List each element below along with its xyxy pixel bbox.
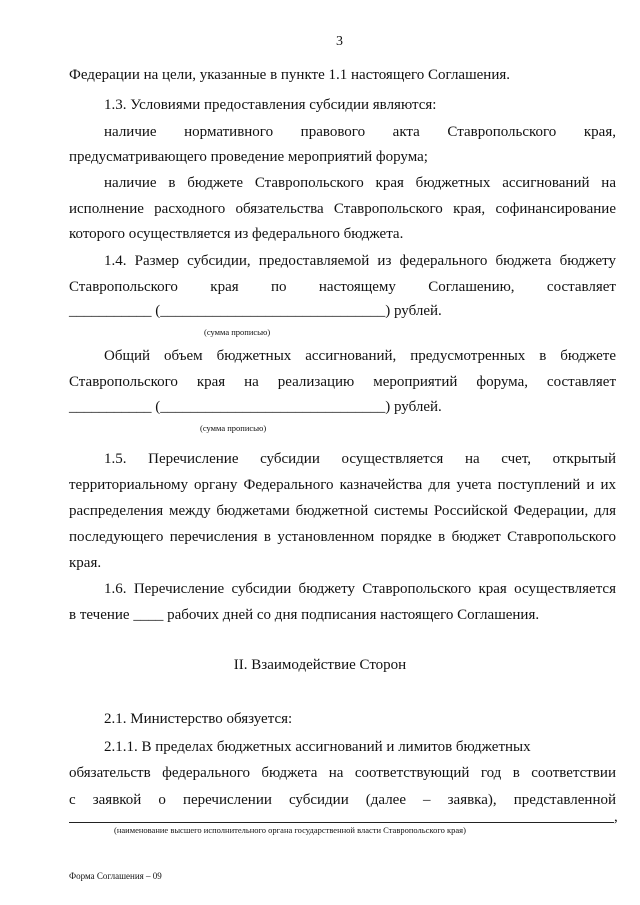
signature-blank-line — [69, 822, 614, 823]
amount-suffix: ) рублей. — [385, 303, 442, 319]
section-heading: II. Взаимодействие Сторон — [233, 657, 407, 673]
text-line: края. — [69, 555, 102, 571]
amount-words-blank: ______________________________ — [160, 303, 386, 319]
clause-1-3: 1.3. Условиями предоставления субсидии являются: — [104, 97, 437, 113]
clause-2-1: 2.1. Министерство обязуется: — [104, 711, 293, 727]
caption-sum-in-words: (сумма прописью) — [204, 327, 271, 337]
amount-blank: ___________ ( — [69, 399, 161, 415]
text-line: последующего перечисления в установленном порядке в бюджет Ставропольского — [69, 529, 616, 545]
page-number: 3 — [336, 34, 343, 49]
text-line: Ставропольского края по настоящему Соглашению, составляет — [69, 279, 616, 295]
amount-line — [69, 302, 442, 320]
text-line: с заявкой о перечислении субсидии (далее – заявка), представленной — [69, 792, 616, 808]
clause-1-6: 1.6. Перечисление субсидии бюджету Ставропольского края осуществляется — [104, 581, 616, 597]
text-line: наличие в бюджете Ставропольского края бюджетных ассигнований на — [104, 175, 616, 191]
clause-1-5: 1.5. Перечисление субсидии осуществляется на счет, открытый — [104, 451, 616, 467]
text-line: которого осуществляется из федерального бюджета. — [69, 226, 404, 242]
form-footer: Форма Соглашения – 09 — [69, 871, 162, 881]
text-line: Федерации на цели, указанные в пункте 1.1 настоящего Соглашения. — [69, 67, 511, 83]
amount-suffix: ) рублей. — [385, 399, 442, 415]
caption-sum-in-words: (сумма прописью) — [200, 423, 267, 433]
text-line: Общий объем бюджетных ассигнований, предусмотренных в бюджете — [104, 348, 616, 364]
comma: , — [614, 809, 618, 825]
text-line: распределения между бюджетами бюджетной системы Российской Федерации, для — [69, 503, 616, 519]
amount-line — [69, 398, 442, 416]
text-line: Ставропольского края на реализацию мероприятий форума, составляет — [69, 374, 616, 390]
clause-2-1-1: 2.1.1. В пределах бюджетных ассигнований и лимитов бюджетных — [104, 739, 531, 755]
text-line: территориальному органу Федерального казначейства для учета поступлений и их — [69, 477, 616, 493]
text-line: в течение ____ рабочих дней со дня подписания настоящего Соглашения. — [69, 607, 540, 623]
text-line: обязательств федерального бюджета на соответствующий год в соответствии — [69, 765, 616, 781]
amount-words-blank: ______________________________ — [160, 399, 386, 415]
caption-authority-name: (наименование высшего исполнительного органа государственной власти Ставропольского края) — [114, 825, 466, 835]
amount-blank: ___________ ( — [69, 303, 161, 319]
text-line: предусматривающего проведение мероприятий форума; — [69, 149, 428, 165]
text-line: наличие нормативного правового акта Ставропольского края, — [104, 124, 616, 140]
clause-1-4: 1.4. Размер субсидии, предоставляемой из федерального бюджета бюджету — [104, 253, 616, 269]
text-line: исполнение расходного обязательства Ставропольского края, софинансирование — [69, 201, 616, 217]
